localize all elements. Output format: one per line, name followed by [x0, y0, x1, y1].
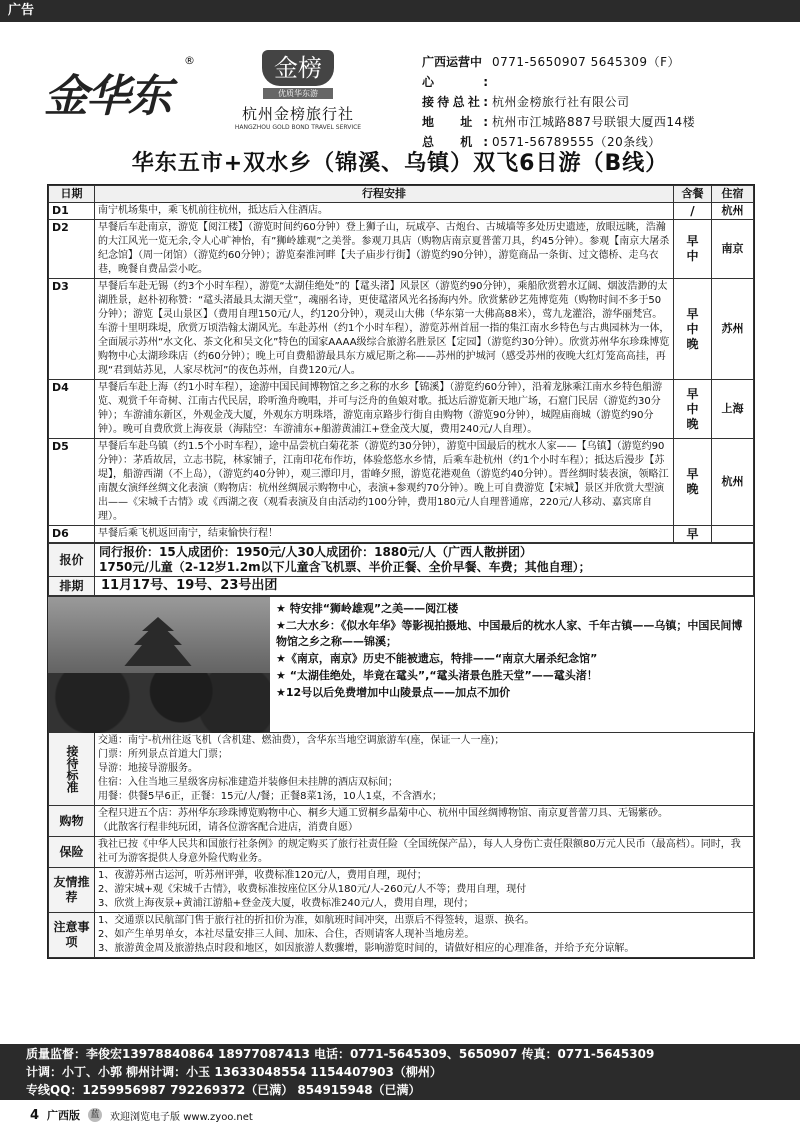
day-meal: 早 中 晚 — [674, 279, 712, 380]
day-label: D1 — [49, 203, 95, 220]
footer-contacts — [0, 1044, 800, 1100]
recommend-line: 1、夜游苏州古运河，听苏州评弹，收费标准120元/人，费用自理，现付； — [98, 870, 427, 881]
agency-name-cn: 杭州金榜旅行社 — [241, 105, 354, 123]
jinbang-logo — [228, 50, 368, 134]
contact-row — [422, 112, 792, 132]
price-table — [48, 543, 754, 596]
jinbang-emblem: 金榜 — [262, 50, 334, 86]
contact-row — [422, 52, 792, 92]
day-row — [49, 279, 754, 380]
highlights-list — [270, 597, 754, 732]
shopping-label: 购物 — [49, 806, 95, 837]
standards-line: 门票：所列景点首道大门票； — [98, 749, 228, 760]
edition-label: 广西版 — [47, 1109, 81, 1122]
feature-section — [48, 596, 754, 732]
info-table — [48, 732, 754, 958]
day-desc: 早餐后车赴乌镇（约1.5个小时车程），途中品尝杭白菊花茶（游览约30分钟），游览中国最后的枕水人家——【乌镇】（游览约90分钟）：茅盾故居，立志书院，林家铺子，江南印花布作坊，体验悠悠水乡情，后乘车赴杭州（约1个小时车程）；抵达后漫步【苏堤】，船游西湖（不上岛），（游览约40分钟），观三潭印月，雷峰夕照，游览花港观鱼（游览约40分钟）。晋丝绸时装表演，领略江南靓女演绎丝绸文化表演（购物店：杭州丝绸展示购物中心，表演+参观约70分钟）。晚上可自费游览【宋城】景区并欣赏大型演出——《宋城千古情》或《西湖之夜（观看表演及自由活动约100分钟，费用180元/人自理普通席，220元/人移动、嘉宾席自理）。 — [95, 439, 674, 526]
contact-label: 接待总社: — [422, 95, 488, 109]
day-row — [49, 203, 754, 220]
standards-line: 住宿：入住当地三星级客房标准建造并装修但未挂牌的酒店双标间； — [98, 777, 398, 788]
col-stay: 住宿 — [712, 186, 754, 203]
day-row — [49, 220, 754, 279]
standards-row — [49, 733, 754, 806]
standards-line: 导游：地接导游服务。 — [98, 763, 198, 774]
day-stay: 杭州 — [712, 439, 754, 526]
day-desc: 早餐后乘飞机返回南宁，结束愉快行程！ — [95, 526, 674, 543]
notes-line: 2、如产生单男单女，本社尽量安排三人间、加床、合住，否则请客人现补当地房差。 — [98, 929, 475, 940]
registered-mark: ® — [184, 54, 195, 67]
bottom-bar — [0, 1104, 800, 1126]
schedule-row — [49, 577, 754, 596]
day-stay: 南京 — [712, 220, 754, 279]
days-body — [49, 203, 754, 543]
table-header-row — [49, 186, 754, 203]
contact-row — [422, 92, 792, 112]
price-row — [49, 544, 754, 577]
insurance-label: 保险 — [49, 837, 95, 868]
shopping-row — [49, 806, 754, 837]
day-desc: 南宁机场集中，乘飞机前往杭州，抵达后入住酒店。 — [95, 203, 674, 220]
page-title: 华东五市+双水乡（锦溪、乌镇）双飞6日游（B线） — [131, 151, 669, 176]
schedule-dates: 11月17号、19号、23号出团 — [95, 577, 754, 596]
day-label: D2 — [49, 220, 95, 279]
col-plan: 行程安排 — [95, 186, 674, 203]
day-stay — [712, 526, 754, 543]
standards-label: 接待标准 — [49, 733, 95, 806]
highlight-item: ★二大水乡：《似水年华》等影视拍摄地、中国最后的枕水人家、千年古镇——乌镇；中国民间博物馆之乡之称——锦溪； — [276, 619, 743, 648]
day-label: D6 — [49, 526, 95, 543]
contact-label: 地 址: — [422, 115, 488, 129]
standards-line: 交通：南宁-杭州往返飞机（含机建、燃油费），含华东当地空调旅游车(座，保证一人一座)； — [98, 735, 505, 746]
yuejiang-tower-photo — [48, 597, 270, 733]
highlight-item: ★12号以后免费增加中山陵景点——加点不加价 — [276, 686, 511, 699]
highlight-item: ★《南京，南京》历史不能被遗忘，特排——“南京大屠杀纪念馆” — [276, 652, 598, 665]
contact-value: 0771-5650907 5645309（F） — [492, 55, 680, 69]
contact-value: 杭州金榜旅行社有限公司 — [492, 95, 630, 109]
shopping-line: （此散客行程非纯玩团，请各位游客配合进店，消费自愿） — [98, 822, 358, 833]
recommend-label: 友情推荐 — [49, 868, 95, 913]
contact-label: 总 机: — [422, 135, 488, 149]
price-text — [95, 544, 754, 577]
day-meal: 早 中 — [674, 220, 712, 279]
itinerary-table — [48, 185, 754, 543]
notes-content — [95, 913, 754, 958]
contact-value: 杭州市江城路887号联银大厦西14楼 — [492, 115, 696, 129]
day-desc: 早餐后车赴无锡（约3个小时车程），游览“太湖佳绝处”的【鼋头渚】风景区（游览约90分钟），乘船欣赏碧水辽阔、烟波浩渺的太湖胜景，赵朴初称赞：“鼋头渚最具太湖天堂”，魂丽名诗，更使鼋渚风光名扬海内外。欣赏紫砂艺苑博览苑（购物时间不多于50分钟）；游览【灵山景区】（费用自理150元/人，约120分钟），观灵山大佛（华东第一大佛高88米），莺九龙灌浴，游华丽梵宫。车游十里明珠堤，欣赏万顷浩翰太湖风光。车赴苏州（约1个小时车程），游览苏州首屈一指的集江南水乡特色与古典园林为一体，全面展示苏州“水文化、茶文化和吴文化”特色的国家AAAA级综合旅游名胜景区【定园】（游览约30分钟）。欣赏苏州华东珍珠博览购物中心太湖珍珠店（约60分钟）；晚上可自费船游最具东方威尼斯之称——苏州的护城河（感受苏州的夜晚大红灯笼高高挂，再现“君到姑苏见，人家尽枕河”的夜色苏州，自费120元/人。 — [95, 279, 674, 380]
header — [0, 22, 800, 149]
itinerary-sheet — [47, 184, 755, 959]
day-meal: 早 晚 — [674, 439, 712, 526]
shopping-line: 全程只进五个店：苏州华东珍珠博览购物中心、桐乡大通工贸桐乡晶菊中心、杭州中国丝绸博物馆、南京夏普蕾刀具、无锡紫砂。 — [98, 808, 668, 819]
recommend-line: 3、欣赏上海夜景+黄浦江游船+登金茂大厦，收费标准240元/人，费用自理，现付； — [98, 898, 474, 909]
contact-label: 广西运营中心: — [422, 55, 488, 89]
schedule-label: 排期 — [49, 577, 95, 596]
col-date: 日期 — [49, 186, 95, 203]
day-label: D5 — [49, 439, 95, 526]
insurance-content — [95, 837, 754, 868]
recommend-content — [95, 868, 754, 913]
day-row — [49, 380, 754, 439]
insurance-line: 我社已按《中华人民共和国旅行社条例》的规定购买了旅行社责任险（全国统保产品），每人人身伤亡责任限额80万元人民币（最高档）。同时，我社可为游客提供人身意外险代购业务。 — [98, 839, 741, 864]
day-stay: 杭州 — [712, 203, 754, 220]
page-number: 4 — [30, 1107, 40, 1123]
day-stay: 上海 — [712, 380, 754, 439]
lan-badge-icon: 蓝 — [88, 1108, 102, 1122]
notes-line: 1、交通票以民航部门售于旅行社的折扣价为准，如航班时间冲突，出票后不得签转，退票、换名。 — [98, 915, 535, 926]
top-bar — [0, 0, 800, 22]
day-meal: 早 — [674, 526, 712, 543]
notes-label: 注意事项 — [49, 913, 95, 958]
footer-line: 质量监督：李俊宏13978840864 18977087413 电话：0771-5645309、5650907 传真：0771-5645309 — [26, 1047, 655, 1061]
recommend-line: 2、游宋城+观《宋城千古情》，收费标准按座位区分从180元/人-260元/人不等；费用自理，现付 — [98, 884, 527, 895]
price-label: 报价 — [49, 544, 95, 577]
day-meal: 早 中 晚 — [674, 380, 712, 439]
insurance-row — [49, 837, 754, 868]
day-desc: 早餐后车赴南京，游览【阅江楼】（游览时间约60分钟）登上狮子山，玩咸亭、古炮台、古城墙等多处历史遗迹，放眼远眺，浩瀚的大江风光一览无余,令人心旷神怡，有”狮岭雄观”之美誉。参观刀具店（购物店南京夏普蕾刀具，约45分钟）。参观【南京大屠杀纪念馆】（周一闭馆）（游览约60分钟）；游览秦淮河畔【夫子庙步行街】（游览约90分钟），游览商品一条街、过文德桥、走乌衣巷，晚餐自费品尝小吃。 — [95, 220, 674, 279]
day-label: D4 — [49, 380, 95, 439]
standards-line: 用餐：供餐5早6正，正餐：15元/人/餐；正餐8菜1汤，10人1桌，不含酒水； — [98, 791, 442, 802]
col-meal: 含餐 — [674, 186, 712, 203]
day-row — [49, 439, 754, 526]
day-desc: 早餐后车赴上海（约1小时车程），途游中国民间博物馆之乡之称的水乡【锦溪】（游览约60分钟），沿着龙脉乘江南水乡特色船游览、观赏千年奇树、江南古代民居，聆听渔舟晚唱，并可与泛舟的鱼娘对歌。抵达后游览新天地广场，石窟门民居（游览约30分钟）；车游浦东新区，外观金茂大厦，外观东方明珠塔，游览南京路步行街自由购物（游览90分钟），城隍庙商城（游览约90分钟）。晚可自费欣赏上海夜景（海陆空：车游浦东+船游黄浦江+登金茂大厦，费用240元/人自理）。 — [95, 380, 674, 439]
highlight-item: ★ “太湖佳绝处，毕竟在鼋头”,“鼋头渚景色胜天堂”——鼋头渚！ — [276, 669, 598, 682]
price-line-1: 同行报价：15人成团价：1950元/人30人成团价：1880元/人（广西人散拼团） — [99, 545, 532, 559]
recommend-row — [49, 868, 754, 913]
standards-content — [95, 733, 754, 806]
jinbang-slogan: 优质华东游 — [263, 88, 333, 99]
footer-line: 计调：小丁、小郭 柳州计调：小玉 13633048554 1154407903（柳州） — [26, 1065, 442, 1079]
logo-text: 金华东 — [44, 71, 170, 122]
website-text[interactable]: 欢迎浏览电子版 www.zyoo.net — [110, 1111, 253, 1123]
notes-line: 3、旅游黄金周及旅游热点时段和地区，如因旅游人数骤增，影响游览时间的，请做好相应的心理准备，并给予充分谅解。 — [98, 943, 635, 954]
day-label: D3 — [49, 279, 95, 380]
highlight-item: ★ 特安排“狮岭雄观”之美——阅江楼 — [276, 602, 459, 615]
trees-shape — [48, 673, 270, 733]
day-meal: / — [674, 203, 712, 220]
shopping-content — [95, 806, 754, 837]
price-line-2: 1750元/儿童（2-12岁1.2m以下儿童含飞机票、半价正餐、全价早餐、车费；其他自理）； — [99, 560, 591, 574]
day-row — [49, 526, 754, 543]
jinhuadong-logo — [44, 52, 194, 122]
day-stay: 苏州 — [712, 279, 754, 380]
contact-value: 0571-56789555（20条线） — [492, 135, 661, 149]
contact-info — [422, 52, 792, 152]
ad-tag: 广告 — [8, 3, 35, 18]
footer-line: 专线QQ：1259956987 792269372（已满） 854915948（已满） — [26, 1083, 421, 1097]
notes-row — [49, 913, 754, 958]
agency-name-en: HANGZHOU GOLD BOND TRAVEL SERVICE — [234, 124, 362, 131]
